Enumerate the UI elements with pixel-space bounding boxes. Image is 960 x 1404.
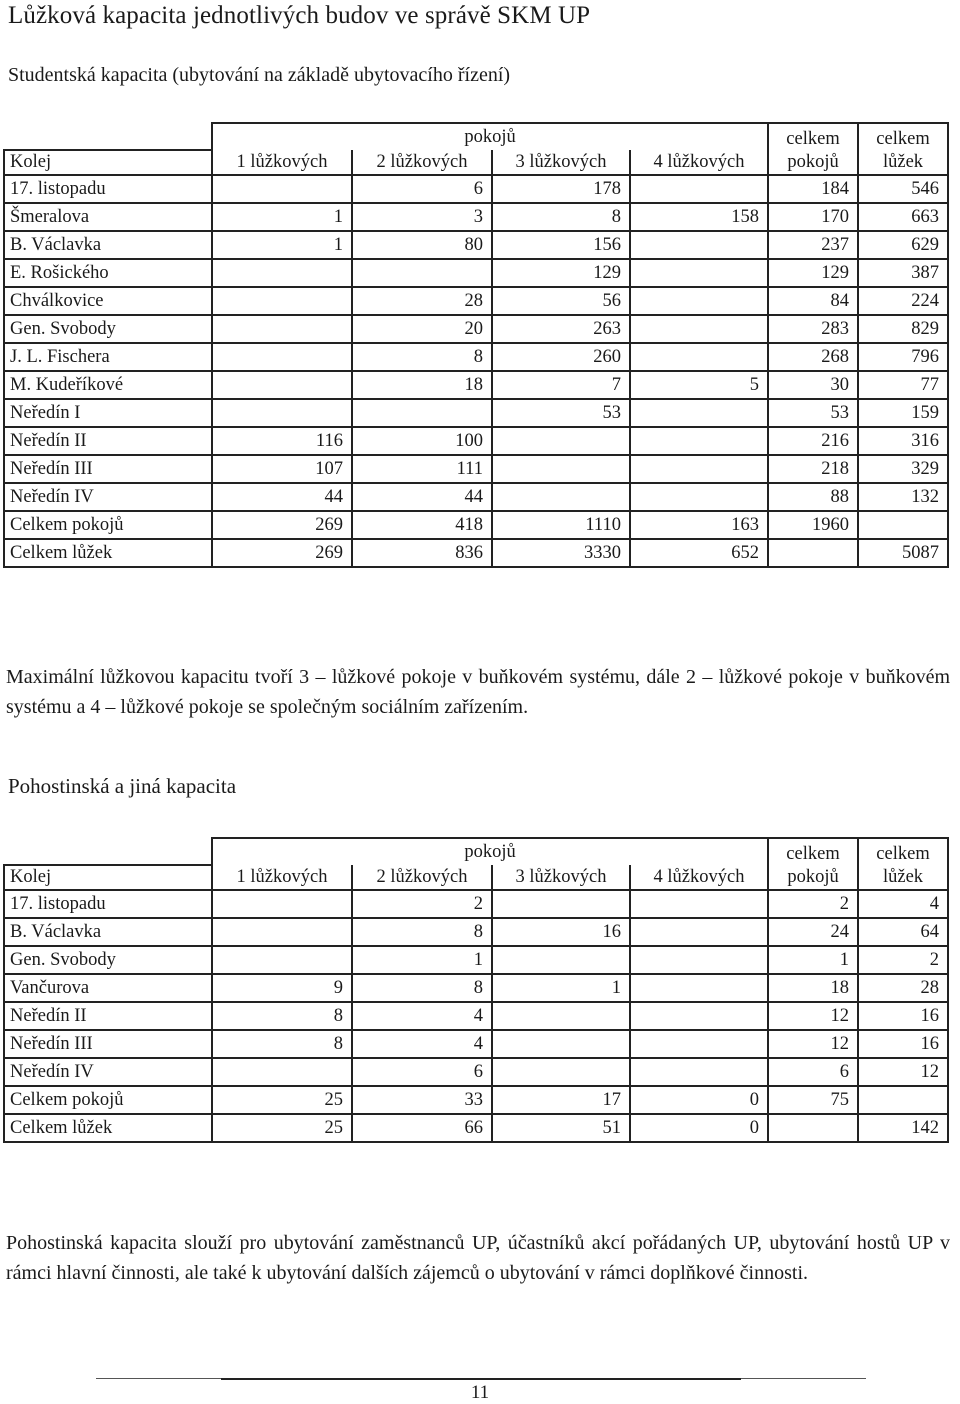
table-row [4,203,948,231]
cell-total-beds: 663 [858,203,948,231]
document-title: Lůžková kapacita jednotlivých budov ve správě SKM UP [8,2,591,29]
cell-total-rooms: 170 [768,203,858,231]
cell-c3 [492,1002,630,1030]
cell-c1 [212,399,352,427]
cell-c1: 1 [212,203,352,231]
student-capacity-table [3,122,949,568]
cell-c4: 652 [630,539,768,567]
cell-c1 [212,315,352,343]
cell-c3: 7 [492,371,630,399]
cell-c4 [630,1002,768,1030]
table-row [4,946,948,974]
header-group-pokoju: pokojů [212,838,768,865]
guest-capacity-table [3,837,949,1143]
row-label: Neředín I [4,399,212,427]
table-row [4,175,948,203]
cell-total-beds: 77 [858,371,948,399]
cell-c3 [492,455,630,483]
cell-c3: 178 [492,175,630,203]
cell-c4 [630,483,768,511]
cell-total-beds: 2 [858,946,948,974]
cell-c4 [630,946,768,974]
cell-c1: 44 [212,483,352,511]
table-row [4,1086,948,1114]
cell-total-beds: 387 [858,259,948,287]
cell-c2 [352,399,492,427]
table-row [4,1002,948,1030]
header-corner [4,123,212,150]
row-label: Vančurova [4,974,212,1002]
cell-c3: 8 [492,203,630,231]
cell-c3: 16 [492,918,630,946]
cell-c4 [630,175,768,203]
row-label: Neředín IV [4,483,212,511]
row-label: Neředín III [4,1030,212,1058]
cell-total-beds: 629 [858,231,948,259]
cell-c4 [630,315,768,343]
row-label: E. Rošického [4,259,212,287]
cell-c3: 263 [492,315,630,343]
cell-c2: 100 [352,427,492,455]
table-row [4,371,948,399]
cell-c1: 8 [212,1030,352,1058]
row-label: Gen. Svobody [4,946,212,974]
cell-c3 [492,1030,630,1058]
row-label: J. L. Fischera [4,343,212,371]
cell-total-rooms: 129 [768,259,858,287]
cell-total-rooms: 1 [768,946,858,974]
cell-c2: 33 [352,1086,492,1114]
table-row [4,315,948,343]
cell-total-beds: 28 [858,974,948,1002]
cell-c3: 17 [492,1086,630,1114]
row-label: 17. listopadu [4,890,212,918]
cell-c2: 20 [352,315,492,343]
guest-table-body [4,890,948,1142]
cell-c1: 269 [212,539,352,567]
cell-c2: 4 [352,1030,492,1058]
cell-total-beds: 224 [858,287,948,315]
cell-c2: 418 [352,511,492,539]
cell-c2: 18 [352,371,492,399]
cell-c2: 6 [352,175,492,203]
cell-c2: 111 [352,455,492,483]
table-row [4,890,948,918]
table-row [4,399,948,427]
cell-total-beds: 329 [858,455,948,483]
student-capacity-note: Maximální lůžkovou kapacitu tvoří 3 – lůžkové pokoje v buňkovém systému, dále 2 – lůžkové pokoje v buňkovém systému a 4 – lůžkové pokoje se společným sociálním zařízením. [6,666,950,718]
cell-c1: 9 [212,974,352,1002]
cell-c2: 2 [352,890,492,918]
cell-c1 [212,371,352,399]
cell-c3: 3330 [492,539,630,567]
cell-c1 [212,287,352,315]
cell-c3: 129 [492,259,630,287]
cell-c2: 8 [352,918,492,946]
table-row [4,918,948,946]
cell-c3 [492,946,630,974]
cell-c2: 8 [352,974,492,1002]
cell-c3: 260 [492,343,630,371]
cell-total-beds: 796 [858,343,948,371]
cell-c3: 51 [492,1114,630,1142]
header-kolej: Kolej [4,150,212,175]
cell-c1: 107 [212,455,352,483]
cell-c2: 8 [352,343,492,371]
cell-c1: 8 [212,1002,352,1030]
cell-c1 [212,175,352,203]
cell-c4 [630,427,768,455]
cell-c3: 1 [492,974,630,1002]
header-col-4: 4 lůžkových [630,150,768,175]
cell-c2: 66 [352,1114,492,1142]
row-label: B. Václavka [4,918,212,946]
cell-total-beds: 159 [858,399,948,427]
cell-total-rooms: 88 [768,483,858,511]
cell-total-beds: 132 [858,483,948,511]
cell-c3 [492,890,630,918]
cell-c1: 116 [212,427,352,455]
header-col-3: 3 lůžkových [492,865,630,890]
table-row [4,259,948,287]
cell-c3 [492,427,630,455]
cell-c4 [630,343,768,371]
table-row [4,1058,948,1086]
cell-c4 [630,287,768,315]
row-label: Neředín III [4,455,212,483]
row-label: Celkem pokojů [4,511,212,539]
guest-section-heading: Pohostinská a jiná kapacita [8,774,237,798]
header-col-3: 3 lůžkových [492,150,630,175]
cell-total-rooms: 75 [768,1086,858,1114]
cell-c4: 158 [630,203,768,231]
table-row [4,511,948,539]
cell-total-beds: 16 [858,1030,948,1058]
cell-total-beds: 12 [858,1058,948,1086]
student-section-heading: Studentská kapacita (ubytování na základě ubytovacího řízení) [8,64,511,86]
cell-total-rooms: 1960 [768,511,858,539]
cell-c4: 0 [630,1086,768,1114]
table-row [4,1030,948,1058]
cell-c3 [492,483,630,511]
table-row [4,1114,948,1142]
cell-c4 [630,918,768,946]
cell-total-beds: 5087 [858,539,948,567]
header-col-2: 2 lůžkových [352,865,492,890]
cell-c4 [630,1030,768,1058]
cell-total-beds: 16 [858,1002,948,1030]
header-col-1: 1 lůžkových [212,150,352,175]
cell-c1 [212,1058,352,1086]
cell-c4: 5 [630,371,768,399]
table-row [4,539,948,567]
table-row [4,343,948,371]
cell-total-rooms: 216 [768,427,858,455]
cell-total-rooms: 24 [768,918,858,946]
cell-total-rooms: 237 [768,231,858,259]
cell-c1: 25 [212,1114,352,1142]
cell-total-rooms: 283 [768,315,858,343]
cell-total-rooms: 18 [768,974,858,1002]
header-col-1: 1 lůžkových [212,865,352,890]
header-col-4: 4 lůžkových [630,865,768,890]
cell-c1: 1 [212,231,352,259]
header-group-pokoju: pokojů [212,123,768,150]
cell-c3: 56 [492,287,630,315]
header-celkem-luzek: celkem lůžek [858,838,948,890]
student-table-body [4,175,948,567]
cell-total-rooms: 12 [768,1030,858,1058]
cell-c4 [630,974,768,1002]
row-label: Celkem lůžek [4,539,212,567]
header-col-2: 2 lůžkových [352,150,492,175]
cell-total-beds: 829 [858,315,948,343]
cell-total-beds [858,1086,948,1114]
cell-total-rooms: 184 [768,175,858,203]
cell-c1 [212,890,352,918]
cell-c1 [212,918,352,946]
guest-capacity-note: Pohostinská kapacita slouží pro ubytování zaměstnanců UP, účastníků akcí pořádaných UP, ubytování hostů UP v rámci hlavní činnosti, ale také k ubytování dalších zájemců o ubytování v rámci doplňkové činnosti. [6,1232,950,1284]
table-row [4,974,948,1002]
table-row [4,455,948,483]
cell-total-beds [858,511,948,539]
cell-c3: 53 [492,399,630,427]
cell-c1 [212,946,352,974]
header-celkem-pokoju: celkem pokojů [768,123,858,175]
row-label: Chválkovice [4,287,212,315]
row-label: Šmeralova [4,203,212,231]
row-label: Celkem lůžek [4,1114,212,1142]
cell-c4: 163 [630,511,768,539]
cell-total-beds: 64 [858,918,948,946]
cell-total-rooms: 84 [768,287,858,315]
cell-c2: 3 [352,203,492,231]
row-label: M. Kudeříkové [4,371,212,399]
cell-total-beds: 142 [858,1114,948,1142]
table-row [4,287,948,315]
row-label: Neředín II [4,1002,212,1030]
cell-c4 [630,455,768,483]
cell-total-rooms [768,1114,858,1142]
table-row [4,483,948,511]
row-label: Celkem pokojů [4,1086,212,1114]
cell-c2: 44 [352,483,492,511]
cell-c4 [630,399,768,427]
header-celkem-luzek: celkem lůžek [858,123,948,175]
cell-c2: 28 [352,287,492,315]
cell-c2: 836 [352,539,492,567]
cell-c2: 4 [352,1002,492,1030]
cell-c4 [630,890,768,918]
cell-total-rooms [768,539,858,567]
cell-total-rooms: 12 [768,1002,858,1030]
cell-c2: 80 [352,231,492,259]
cell-c3 [492,1058,630,1086]
cell-total-rooms: 30 [768,371,858,399]
cell-total-rooms: 6 [768,1058,858,1086]
row-label: Neředín IV [4,1058,212,1086]
cell-total-beds: 4 [858,890,948,918]
cell-c1: 25 [212,1086,352,1114]
cell-total-rooms: 268 [768,343,858,371]
header-celkem-pokoju: celkem pokojů [768,838,858,890]
footer-rule [96,1378,866,1379]
page-number: 11 [470,1382,490,1403]
cell-c4: 0 [630,1114,768,1142]
row-label: Gen. Svobody [4,315,212,343]
header-kolej: Kolej [4,865,212,890]
cell-c1: 269 [212,511,352,539]
header-corner [4,838,212,865]
cell-c4 [630,1058,768,1086]
cell-total-beds: 316 [858,427,948,455]
cell-c3: 156 [492,231,630,259]
cell-total-rooms: 53 [768,399,858,427]
cell-c1 [212,259,352,287]
cell-total-beds: 546 [858,175,948,203]
cell-total-rooms: 218 [768,455,858,483]
table-row [4,427,948,455]
cell-c1 [212,343,352,371]
cell-c4 [630,231,768,259]
row-label: B. Václavka [4,231,212,259]
cell-c2: 1 [352,946,492,974]
row-label: 17. listopadu [4,175,212,203]
cell-c3: 1110 [492,511,630,539]
cell-c2: 6 [352,1058,492,1086]
cell-total-rooms: 2 [768,890,858,918]
table-row [4,231,948,259]
cell-c2 [352,259,492,287]
cell-c4 [630,259,768,287]
row-label: Neředín II [4,427,212,455]
